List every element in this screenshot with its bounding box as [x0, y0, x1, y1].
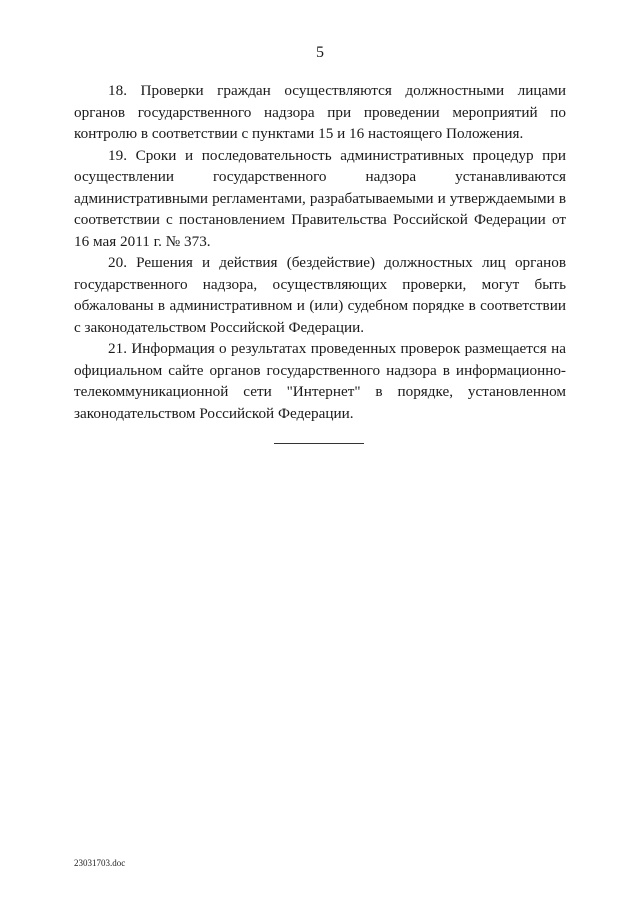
paragraph-19: 19. Сроки и последовательность административных процедур при осуществлении государственного надзора устанавливаются административными регламентами, разрабатываемыми и утверждаемыми в соответствии с постановлением Правительства Российской Федерации от 16 мая 2011 г. № 373. — [74, 146, 566, 250]
document-body — [74, 80, 566, 424]
paragraph-18: 18. Проверки граждан осуществляются должностными лицами органов государственного надзора при проведении мероприятий по контролю в соответствии с пунктами 15 и 16 настоящего Положения. — [74, 82, 566, 142]
paragraph-20: 20. Решения и действия (бездействие) должностных лиц органов государственного надзора, осуществляющих проверки, могут быть обжалованы в административном и (или) судебном порядке в соответствии с законодательством Российской Федерации. — [74, 254, 566, 336]
document-file-id: 23031703.doc — [74, 858, 126, 868]
end-of-document-rule — [274, 443, 364, 444]
paragraph-21: 21. Информация о результатах проведенных проверок размещается на официальном сайте органов государственного надзора в информационно-телекоммуникационной сети "Интернет" в порядке, установленном законодательством Российской Федерации. — [74, 340, 566, 422]
page-number: 5 — [316, 44, 324, 61]
